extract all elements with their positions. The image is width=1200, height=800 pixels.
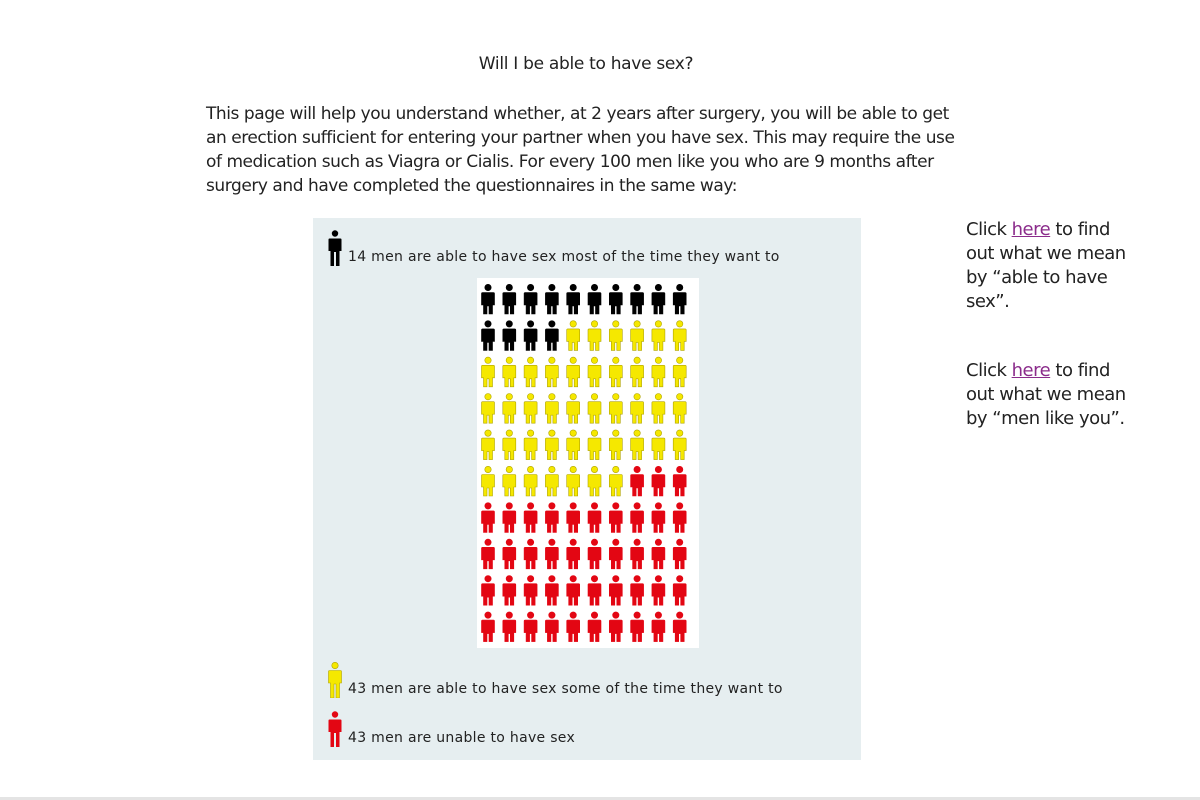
person-icon <box>545 284 558 314</box>
person-icon <box>567 539 580 569</box>
page-title: Will I be able to have sex? <box>478 54 694 74</box>
legend-label-red: 43 men are unable to have sex <box>348 730 576 746</box>
person-icon <box>652 539 665 569</box>
person-icon <box>503 539 516 569</box>
here-link-able-to-have-sex[interactable]: here <box>1011 219 1051 240</box>
legend-label-black: 14 men are able to have sex most of the time they want to <box>348 249 780 265</box>
icon-array-grid <box>477 278 699 648</box>
person-icon <box>545 503 558 533</box>
side-note-suffix: to find out what we mean by “able to have sex”. <box>966 219 1126 312</box>
person-icon <box>609 430 622 460</box>
person-icon <box>545 576 558 606</box>
legend-most-of-time <box>328 230 780 266</box>
person-icon <box>631 430 644 460</box>
person-icon <box>588 394 601 424</box>
person-icon <box>524 466 537 496</box>
person-icon <box>503 612 516 642</box>
person-icon <box>588 539 601 569</box>
person-icon <box>524 539 537 569</box>
person-icon <box>482 394 495 424</box>
person-icon-red <box>328 711 342 747</box>
person-icon <box>652 394 665 424</box>
side-note-suffix: to find out what we mean by “men like you”. <box>966 360 1126 429</box>
person-icon <box>609 576 622 606</box>
person-icon <box>673 539 686 569</box>
person-icon <box>503 394 516 424</box>
person-icon <box>631 394 644 424</box>
person-icon <box>609 539 622 569</box>
person-icon <box>482 466 495 496</box>
person-icon <box>652 321 665 351</box>
person-icon <box>609 612 622 642</box>
person-icon <box>673 321 686 351</box>
person-icon <box>567 321 580 351</box>
person-icon <box>588 430 601 460</box>
person-icon <box>524 394 537 424</box>
person-icon <box>609 357 622 387</box>
person-icon <box>631 612 644 642</box>
legend-some-of-time <box>328 662 783 698</box>
person-icon <box>588 357 601 387</box>
person-icon <box>609 503 622 533</box>
person-icon <box>673 357 686 387</box>
person-icon <box>524 503 537 533</box>
person-icon <box>545 430 558 460</box>
person-icon <box>673 394 686 424</box>
person-icon <box>503 503 516 533</box>
person-icon <box>524 430 537 460</box>
person-icon <box>652 357 665 387</box>
side-note-men-like-you <box>966 359 1136 431</box>
person-icon <box>482 284 495 314</box>
person-icon <box>482 357 495 387</box>
person-icon <box>503 430 516 460</box>
person-icon <box>482 576 495 606</box>
person-icon <box>545 466 558 496</box>
person-icon <box>609 394 622 424</box>
person-icon <box>631 539 644 569</box>
person-icon <box>524 321 537 351</box>
person-icon <box>567 394 580 424</box>
person-icon <box>652 503 665 533</box>
person-icon <box>673 284 686 314</box>
person-icon <box>609 466 622 496</box>
person-icon <box>652 466 665 496</box>
person-icon <box>588 466 601 496</box>
person-icon <box>545 357 558 387</box>
person-icon <box>567 284 580 314</box>
legend-unable <box>328 711 575 747</box>
person-icon <box>524 357 537 387</box>
person-icon <box>567 466 580 496</box>
person-icon <box>503 321 516 351</box>
person-icon <box>482 612 495 642</box>
person-icon <box>609 284 622 314</box>
person-icon <box>567 576 580 606</box>
person-icon <box>545 321 558 351</box>
person-icon <box>588 503 601 533</box>
person-icon <box>673 576 686 606</box>
person-icon <box>545 612 558 642</box>
person-icon <box>631 503 644 533</box>
person-icon <box>524 576 537 606</box>
person-icon <box>652 612 665 642</box>
icon-array-panel <box>313 218 861 760</box>
person-icon <box>503 284 516 314</box>
person-icon <box>567 357 580 387</box>
person-icon <box>588 576 601 606</box>
person-icon <box>482 503 495 533</box>
person-icon <box>673 503 686 533</box>
person-icon <box>631 357 644 387</box>
person-icon <box>482 539 495 569</box>
person-icon <box>503 466 516 496</box>
side-note-prefix: Click <box>966 360 1012 381</box>
person-icon <box>524 284 537 314</box>
person-icon-yellow <box>328 662 342 698</box>
person-icon <box>482 321 495 351</box>
person-icon <box>567 430 580 460</box>
person-icon <box>673 430 686 460</box>
person-icon <box>631 576 644 606</box>
person-icon <box>567 503 580 533</box>
person-icon <box>652 576 665 606</box>
person-icon <box>524 612 537 642</box>
person-icon <box>631 466 644 496</box>
person-icon <box>588 321 601 351</box>
person-icon <box>609 321 622 351</box>
person-icon <box>652 430 665 460</box>
person-icon <box>631 284 644 314</box>
intro-paragraph: This page will help you understand whether, at 2 years after surgery, you will be able to get an erection sufficient for entering your partner when you have sex. This may require the use of medication such as Viagra or Cialis. For every 100 men like you who are 9 months after surgery and have completed the questionnaires in the same way: <box>206 104 955 196</box>
person-icon <box>673 612 686 642</box>
icon-array <box>477 278 699 648</box>
person-icon-black <box>328 230 342 266</box>
legend-label-yellow: 43 men are able to have sex some of the time they want to <box>348 681 783 697</box>
person-icon <box>631 321 644 351</box>
here-link-men-like-you[interactable]: here <box>1011 360 1051 381</box>
person-icon <box>545 539 558 569</box>
side-note-able-to-have-sex <box>966 218 1136 314</box>
side-note-prefix: Click <box>966 219 1012 240</box>
person-icon <box>503 576 516 606</box>
person-icon <box>482 430 495 460</box>
person-icon <box>567 612 580 642</box>
person-icon <box>545 394 558 424</box>
person-icon <box>652 284 665 314</box>
person-icon <box>588 284 601 314</box>
person-icon <box>588 612 601 642</box>
person-icon <box>503 357 516 387</box>
person-icon <box>673 466 686 496</box>
